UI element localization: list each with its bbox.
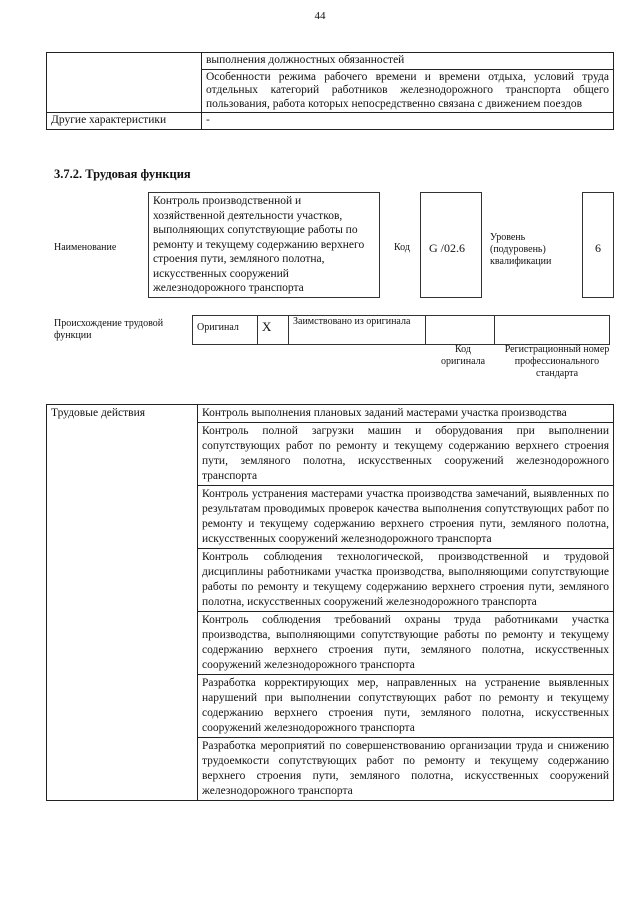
list-item: Контроль соблюдения технологической, производственной и трудовой дисциплины работниками участка производства, выполняющими сопутствующие работы по ремонту и текущему содержанию верхнего строения пути, земляного полотна, искусственных сооружений железнодорожного транспорта bbox=[198, 549, 614, 612]
labor-actions-label: Трудовые действия bbox=[47, 405, 198, 801]
origin-label: Происхождение трудовой функции bbox=[54, 318, 164, 341]
function-name-box: Контроль производственной и хозяйственной деятельности участков, выполняющих сопутствующие работы по ремонту и текущему содержанию верхнего строения пути, земляного полотна, искусственных сооружений железнодорожного транспорта bbox=[148, 192, 380, 298]
labor-actions-table bbox=[46, 404, 614, 801]
reg-number-cell bbox=[495, 316, 610, 345]
list-item: Контроль соблюдения требований охраны труда работниками участка производства, выполняющими сопутствующие работы по ремонту и текущему содержанию верхнего строения пути, земляного полотна, искусственных сооружений железнодорожного транспорта bbox=[198, 612, 614, 675]
code-original-cell bbox=[426, 316, 495, 345]
characteristics-table bbox=[46, 52, 614, 130]
code-value-box: G /02.6 bbox=[420, 192, 482, 298]
origin-table bbox=[192, 315, 610, 345]
level-label: Уровень (подуровень) квалификации bbox=[490, 232, 552, 267]
name-label: Наименование bbox=[54, 242, 117, 253]
section-title: 3.7.2. Трудовая функция bbox=[54, 167, 191, 181]
list-item: Контроль полной загрузки машин и оборудования при выполнении сопутствующих работ по ремонту и текущему содержанию верхнего строения пути, земляного полотна, искусственных сооружений железнодорожного транспорта bbox=[198, 423, 614, 486]
borrowed-label: Заимствовано из оригинала bbox=[289, 316, 426, 345]
table-cell: - bbox=[202, 113, 614, 130]
original-mark: X bbox=[258, 316, 289, 345]
table-cell: Особенности режима рабочего времени и времени отдыха, условий труда отдельных категорий работников железнодорожного транспорта общего пользования, работа которых непосредственно связана с движением поездов bbox=[202, 69, 614, 113]
table-row bbox=[47, 405, 614, 423]
list-item: Разработка мероприятий по совершенствованию организации труда и снижению трудоемкости сопутствующих работ по ремонту и текущему содержанию верхнего строения пути, земляного полотна, искусственных сооружений железнодорожного транспорта bbox=[198, 738, 614, 801]
table-cell: выполнения должностных обязанностей bbox=[202, 53, 614, 70]
code-label: Код bbox=[394, 242, 410, 253]
code-original-label: Код оригинала bbox=[440, 344, 486, 367]
table-cell-empty bbox=[47, 53, 202, 113]
table-row bbox=[47, 53, 614, 70]
other-characteristics-label: Другие характеристики bbox=[47, 113, 202, 130]
table-row bbox=[193, 316, 610, 345]
reg-number-label: Регистрационный номер профессионального стандарта bbox=[504, 344, 610, 379]
list-item: Контроль выполнения плановых заданий мастерами участка производства bbox=[198, 405, 614, 423]
table-row bbox=[47, 113, 614, 130]
level-value-box: 6 bbox=[582, 192, 614, 298]
list-item: Контроль устранения мастерами участка производства замечаний, выявленных по результатам проводимых проверок качества выполнения сопутствующих работ по ремонту и текущему содержанию верхнего строения пути, земляного полотна, искусственных сооружений железнодорожного транспорта bbox=[198, 486, 614, 549]
original-label: Оригинал bbox=[193, 316, 258, 345]
page-number: 44 bbox=[314, 10, 326, 22]
list-item: Разработка корректирующих мер, направленных на устранение выявленных нарушений при выполнении сопутствующих работ по ремонту и текущему содержанию верхнего строения пути, земляного полотна, искусственных сооружений железнодорожного транспорта bbox=[198, 675, 614, 738]
